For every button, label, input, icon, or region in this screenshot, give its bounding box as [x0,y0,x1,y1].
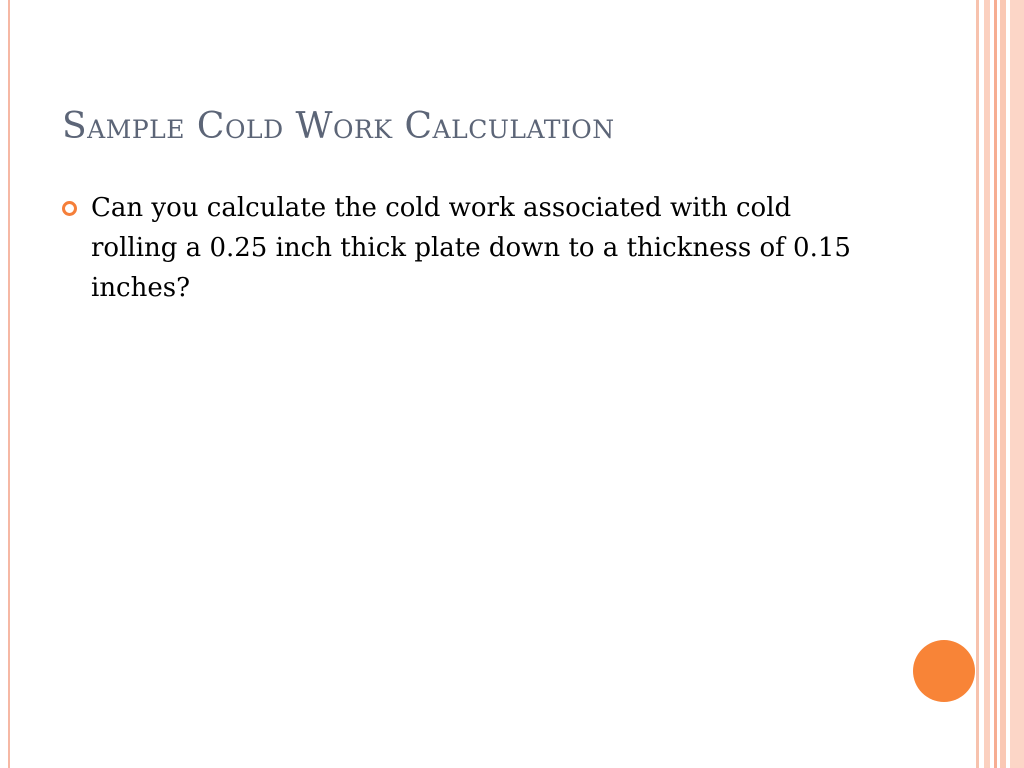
bullet-item [62,188,862,308]
stripe [976,0,979,768]
orange-circle-decoration [913,640,975,702]
stripe [994,0,997,768]
stripe [1010,0,1024,768]
stripe [1000,0,1006,768]
ring-bullet-icon [62,201,77,216]
slide-body [62,188,862,308]
left-border-line [8,0,10,768]
bullet-text: Can you calculate the cold work associated with cold rolling a 0.25 inch thick plate down to a thickness of 0.15 inches? [91,193,851,303]
stripe [984,0,990,768]
right-decorative-stripes [976,0,1024,768]
slide-title: Sample Cold Work Calculation [62,106,615,147]
